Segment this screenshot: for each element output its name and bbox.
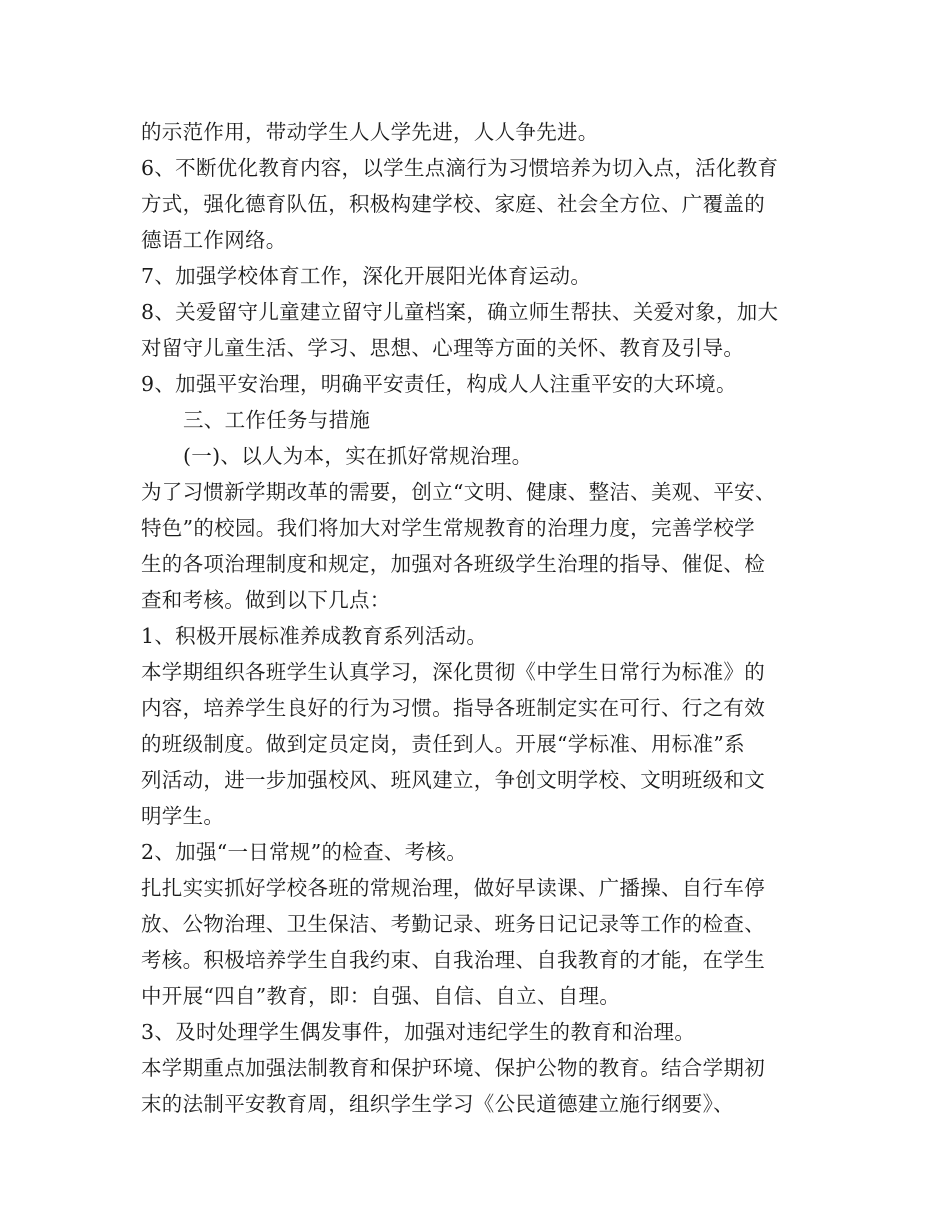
text-line: 放、公物治理、卫生保洁、考勤记录、班务日记记录等工作的检查、	[141, 912, 765, 936]
text-line: 扎扎实实抓好学校各班的常规治理，做好早读课、广播操、自行车停	[141, 876, 765, 900]
text-line: 方式，强化德育队伍，积极构建学校、家庭、社会全方位、广覆盖的	[141, 192, 765, 216]
text-line: 查和考核。做到以下几点：	[141, 588, 391, 612]
text-line: 对留守儿童生活、学习、思想、心理等方面的关怀、教育及引导。	[141, 336, 745, 360]
text-line: 列活动，进一步加强校风、班风建立，争创文明学校、文明班级和文	[141, 768, 765, 792]
text-line: 3、及时处理学生偶发事件，加强对违纪学生的教育和治理。	[141, 1020, 696, 1044]
text-line: 中开展“四自”教育，即：自强、自信、自立、自理。	[141, 984, 621, 1008]
text-line: 三、工作任务与措施	[183, 408, 371, 432]
text-line: 生的各项治理制度和规定，加强对各班级学生治理的指导、催促、检	[141, 552, 765, 576]
text-line: 2、加强“一日常规”的检查、考核。	[141, 840, 468, 864]
text-line: 德语工作网络。	[141, 228, 287, 252]
text-line: 本学期组织各班学生认真学习，深化贯彻《中学生日常行为标准》的	[141, 660, 765, 684]
text-line: 7、加强学校体育工作，深化开展阳光体育运动。	[141, 264, 592, 288]
text-line: 为了习惯新学期改革的需要，创立“文明、健康、整洁、美观、平安、	[141, 480, 776, 504]
text-line: 内容，培养学生良好的行为习惯。指导各班制定实在可行、行之有效	[141, 696, 765, 720]
text-line: 考核。积极培养学生自我约束、自我治理、自我教育的才能，在学生	[141, 948, 765, 972]
text-line: 8、关爱留守儿童建立留守儿童档案，确立师生帮扶、关爱对象，加大	[141, 300, 779, 324]
text-line: 的示范作用，带动学生人人学先进，人人争先进。	[141, 120, 599, 144]
text-line: 特色”的校园。我们将加大对学生常规教育的治理力度，完善学校学	[141, 516, 755, 540]
text-line: 1、积极开展标准养成教育系列活动。	[141, 624, 488, 648]
document-body	[141, 114, 831, 1122]
text-line: 的班级制度。做到定员定岗，责任到人。开展“学标准、用标准”系	[141, 732, 745, 756]
text-line: 本学期重点加强法制教育和保护环境、保护公物的教育。结合学期初	[141, 1056, 765, 1080]
text-line: 明学生。	[141, 804, 225, 828]
text-line: 6、不断优化教育内容，以学生点滴行为习惯培养为切入点，活化教育	[141, 156, 779, 180]
text-line: 末的法制平安教育周，组织学生学习《公民道德建立施行纲要》、	[141, 1092, 734, 1116]
text-line: (一)、以人为本，实在抓好常规治理。	[183, 444, 533, 468]
text-line: 9、加强平安治理，明确平安责任，构成人人注重平安的大环境。	[141, 372, 737, 396]
